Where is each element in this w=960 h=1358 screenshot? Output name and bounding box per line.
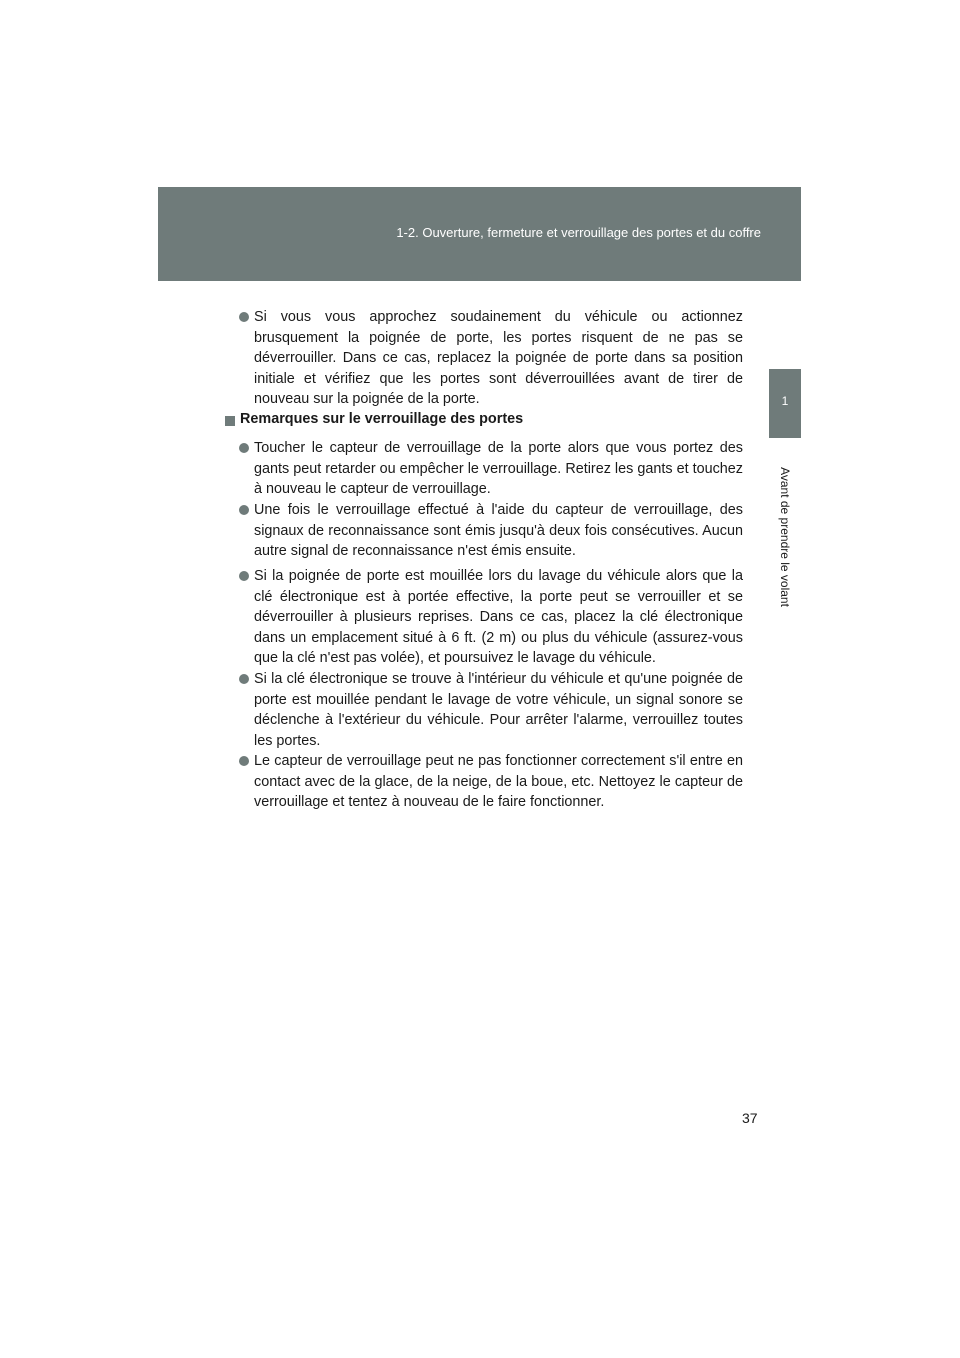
header-band bbox=[158, 187, 801, 281]
list-item: Le capteur de verrouillage peut ne pas fonctionner correctement s'il entre en contact avec de la glace, de la neige, de la boue, etc. Nettoyez le capteur de verrouillage et tentez à nouveau de le faire fonctionner. bbox=[254, 753, 743, 811]
intro-bullet-text: Si vous vous approchez soudainement du véhicule ou actionnez brusquement la poignée de porte, les portes risquent de ne pas se déverrouiller. Dans ce cas, replacez la poignée de porte dans sa position initiale et vérifiez que les portes sont déverrouillées avant de tirer de nouveau sur la poignée de la porte. bbox=[254, 309, 743, 408]
chapter-label: Avant de prendre le volant bbox=[778, 467, 792, 607]
bullet-dot-icon bbox=[239, 674, 249, 684]
chapter-number: 1 bbox=[781, 394, 789, 408]
square-bullet-icon bbox=[225, 416, 235, 426]
section-title: 1-2. Ouverture, fermeture et verrouillage des portes et du coffre bbox=[396, 225, 761, 240]
section-heading: Remarques sur le verrouillage des portes bbox=[240, 411, 524, 427]
bullet-dot-icon bbox=[239, 571, 249, 581]
list-item: Si la poignée de porte est mouillée lors du lavage du véhicule alors que la clé électronique est à portée effective, la porte peut se verrouiller et se déverrouiller à plusieurs reprises. Dans ce cas, placez la clé électronique dans un emplacement situé à 6 ft. (2 m) ou plus du véhicule (assurez-vous que la clé n'est pas volée), et poursuivez le lavage du véhicule. bbox=[254, 568, 743, 667]
list-item: Une fois le verrouillage effectué à l'aide du capteur de verrouillage, des signaux de reconnaissance sont émis jusqu'à deux fois consécutives. Aucun autre signal de reconnaissance n'est émis ensuite. bbox=[254, 502, 743, 560]
bullet-dot-icon bbox=[239, 505, 249, 515]
chapter-tab bbox=[769, 369, 801, 438]
bullet-dot-icon bbox=[239, 756, 249, 766]
bullet-dot-icon bbox=[239, 312, 249, 322]
list-item: Si la clé électronique se trouve à l'intérieur du véhicule et qu'une poignée de porte est mouillée pendant le lavage de votre véhicule, un signal sonore se déclenche à l'extérieur du véhicule. Pour arrêter l'alarme, verrouillez toutes les portes. bbox=[254, 671, 743, 749]
page-number: 37 bbox=[742, 1110, 758, 1126]
list-item: Toucher le capteur de verrouillage de la porte alors que vous portez des gants peut retarder ou empêcher le verrouillage. Retirez les gants et touchez à nouveau le capteur de verrouillage. bbox=[254, 440, 743, 498]
bullet-dot-icon bbox=[239, 443, 249, 453]
